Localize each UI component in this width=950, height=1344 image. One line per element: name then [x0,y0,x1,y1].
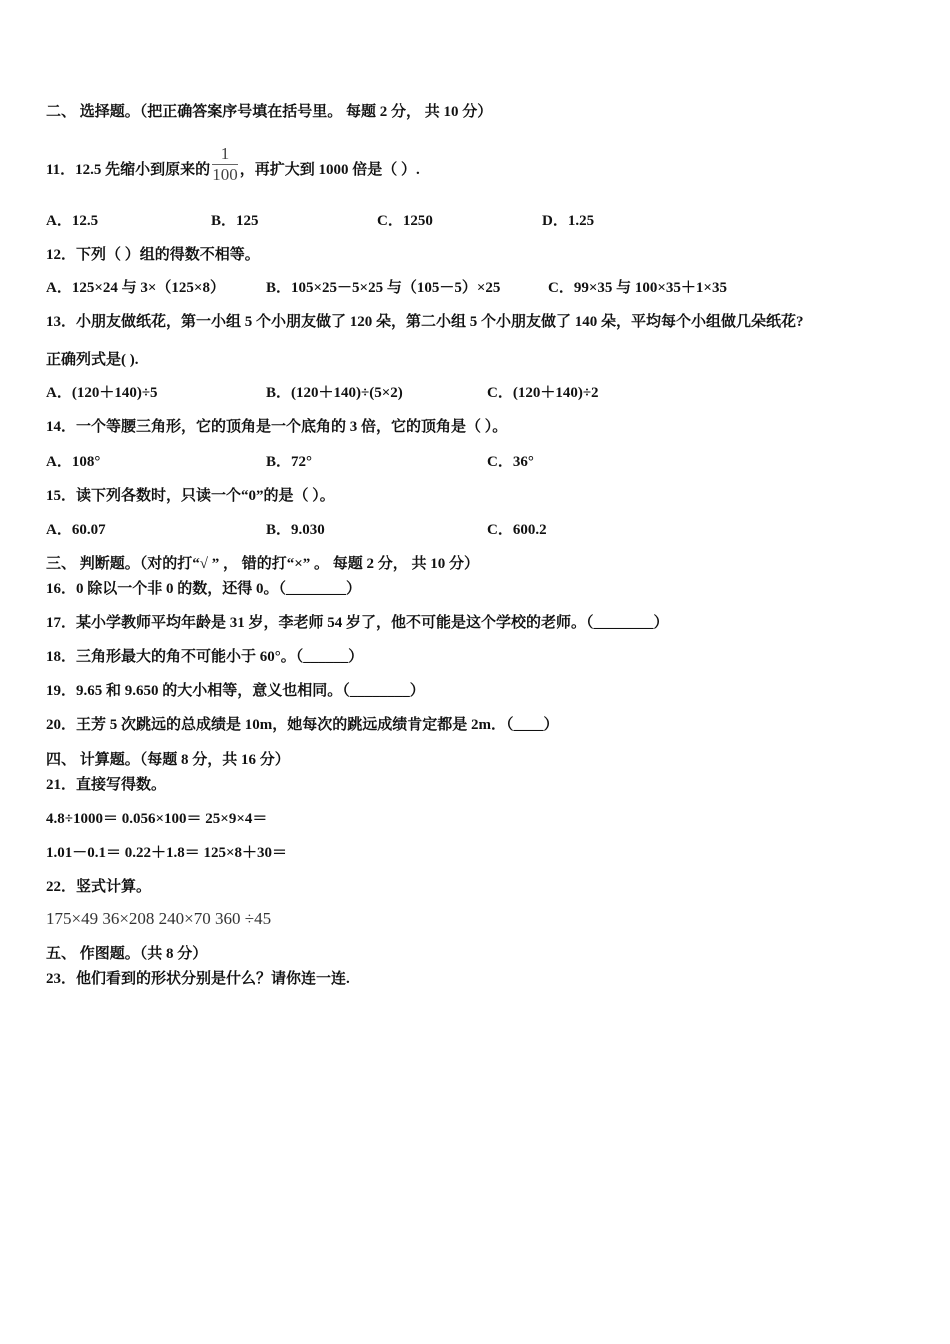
q12-option-c: C．99×35 与 100×35＋1×35 [548,280,727,296]
question-22: 22．竖式计算。 [46,879,152,895]
q14-option-b: B．72° [266,454,313,470]
fraction-numerator: 1 [212,144,238,165]
q11-option-b: B．125 [211,213,259,229]
question-13-line-2: 正确列式是( ). [46,352,139,368]
question-15: 15．读下列各数时，只读一个“0”的是（ ）。 [46,488,335,504]
section-4-heading: 四、 计算题。（每题 8 分，共 16 分） [46,752,290,768]
fraction-denominator: 100 [212,165,238,184]
question-17: 17．某小学教师平均年龄是 31 岁，李老师 54 岁了，他不可能是这个学校的老师。（________） [46,615,669,631]
question-21-row-1: 4.8÷1000＝ 0.056×100＝ 25×9×4＝ [46,811,268,827]
question-11 [46,144,420,191]
q12-option-a: A．125×24 与 3×（125×8） [46,280,225,296]
question-23: 23．他们看到的形状分别是什么？请你连一连. [46,971,350,987]
q13-option-a: A．(120＋140)÷5 [46,385,158,401]
section-2-heading: 二、 选择题。（把正确答案序号填在括号里。 每题 2 分， 共 10 分） [46,104,493,120]
q12-option-b: B．105×25－5×25 与（105－5）×25 [266,280,501,296]
q15-option-a: A．60.07 [46,522,106,538]
section-5-heading: 五、 作图题。（共 8 分） [46,946,208,962]
question-19: 19．9.65 和 9.650 的大小相等，意义也相同。（________） [46,683,425,699]
question-20: 20．王芳 5 次跳远的总成绩是 10m，她每次的跳远成绩肯定都是 2m．（____） [46,717,559,733]
q13-option-c: C．(120＋140)÷2 [487,385,599,401]
q11-option-a: A．12.5 [46,213,99,229]
fraction [212,144,238,185]
question-11-text-post: ，再扩大到 1000 倍是（ ）. [239,161,420,178]
q14-option-c: C．36° [487,454,534,470]
q11-option-d: D．1.25 [542,213,595,229]
question-21-row-2: 1.01－0.1＝ 0.22＋1.8＝ 125×8＋30＝ [46,845,288,861]
q13-option-b: B．(120＋140)÷(5×2) [266,385,403,401]
q15-option-c: C．600.2 [487,522,547,538]
question-12: 12．下列（ ）组的得数不相等。 [46,247,260,263]
question-14: 14．一个等腰三角形，它的顶角是一个底角的 3 倍，它的顶角是（ ）。 [46,419,508,435]
q15-option-b: B．9.030 [266,522,325,538]
question-21: 21．直接写得数。 [46,777,167,793]
section-3-heading: 三、 判断题。（对的打“√ ” ， 错的打“×” 。 每题 2 分， 共 10 分） [46,556,480,572]
q11-option-c: C．1250 [377,213,433,229]
question-18: 18．三角形最大的角不可能小于 60°。（______） [46,649,364,665]
question-16: 16．0 除以一个非 0 的数，还得 0。（________） [46,581,362,597]
question-11-text-pre: 11．12.5 先缩小到原来的 [46,161,211,178]
question-13: 13．小朋友做纸花，第一小组 5 个小朋友做了 120 朵，第二小组 5 个小朋友做了 140 朵，平均每个小组做几朵纸花? [46,314,804,330]
question-22-expressions: 175×49 36×208 240×70 360 ÷45 [46,909,272,928]
q14-option-a: A．108° [46,454,101,470]
